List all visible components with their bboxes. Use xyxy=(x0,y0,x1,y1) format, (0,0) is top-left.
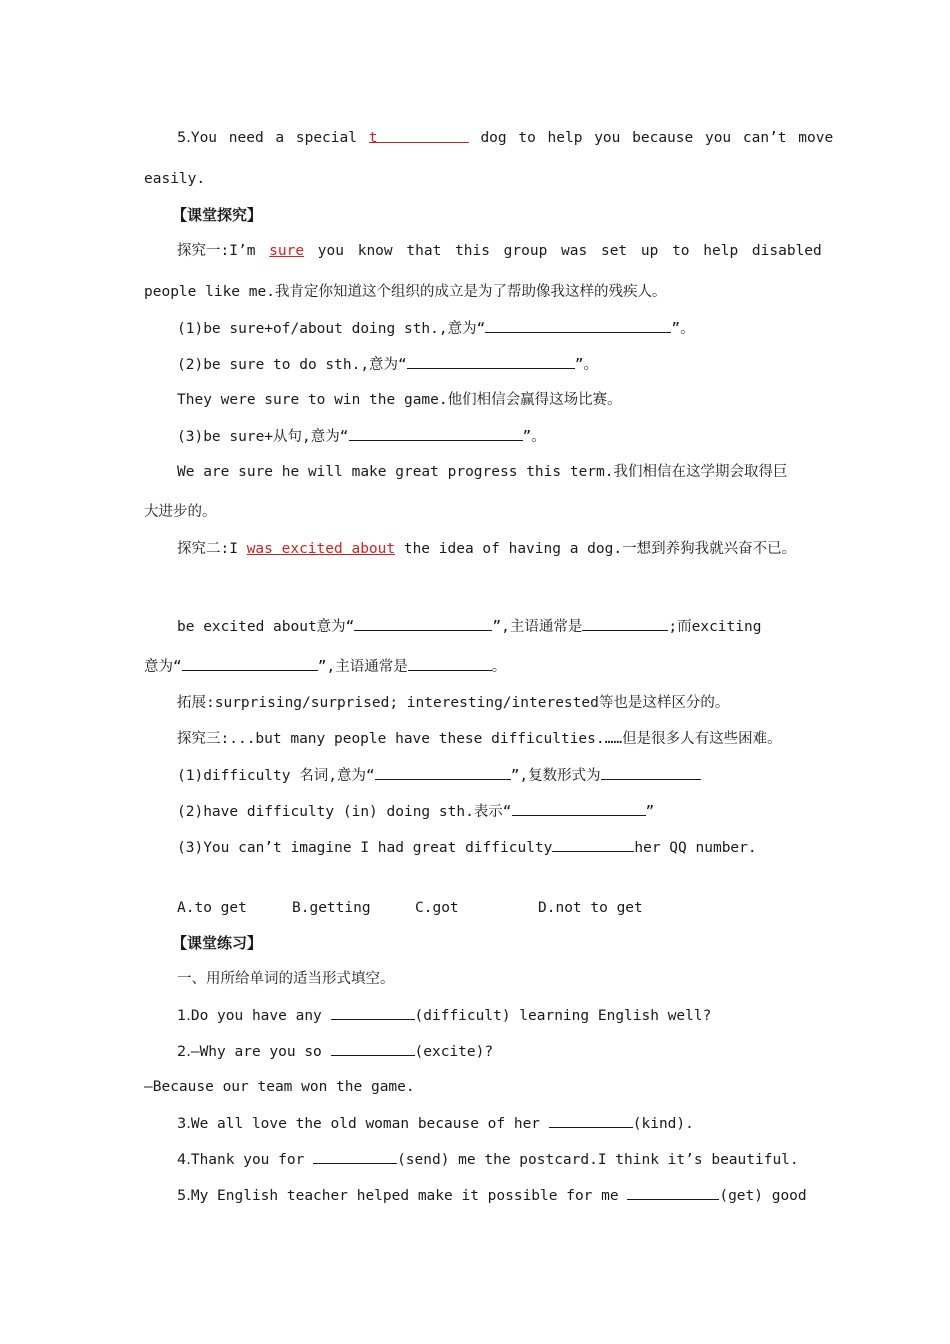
answer-blank[interactable] xyxy=(375,765,511,780)
point-text: (3)You can’t imagine I had great difficulty xyxy=(177,840,553,856)
answer-blank[interactable] xyxy=(331,1041,415,1056)
point-text: be excited about意为“ xyxy=(177,619,355,635)
point-text: ”,主语通常是 xyxy=(492,619,583,635)
answer-blank[interactable] xyxy=(349,426,523,441)
point-text: 。 xyxy=(491,659,507,675)
answer-blank[interactable] xyxy=(601,765,701,780)
question-number: 3. xyxy=(177,1116,191,1132)
section-heading-explore: 【课堂探究】 xyxy=(172,206,263,224)
practice-instruction: 一、用所给单词的适当形式填空。 xyxy=(177,971,395,987)
point-text: ”,复数形式为 xyxy=(510,768,601,784)
option-c[interactable]: C.got xyxy=(415,900,459,916)
answer-blank[interactable] xyxy=(331,1005,415,1020)
point-text: ”。 xyxy=(671,321,695,337)
point-text: ;而exciting xyxy=(668,619,762,635)
explore-3-point-1 xyxy=(177,765,701,786)
explore-3-point-3 xyxy=(177,837,757,858)
explore-3-point-2 xyxy=(177,801,654,822)
practice-question-1 xyxy=(177,1005,711,1026)
question-text: My English teacher helped make it possible for me xyxy=(190,1188,628,1204)
explore-1-translation: people like me.我肯定你知道这个组织的成立是为了帮助像我这样的残疾人。 xyxy=(144,284,667,300)
question-text: (kind). xyxy=(632,1116,694,1132)
question-number: 1. xyxy=(177,1008,191,1024)
question-text: Do you have any xyxy=(190,1008,331,1024)
question-number: 5. xyxy=(177,130,191,146)
answer-blank[interactable] xyxy=(354,616,492,631)
sentence-text: the idea of having a dog.一想到养狗我就兴奋不已。 xyxy=(395,541,797,557)
point-text: (2)have difficulty (in) doing sth.表示“ xyxy=(177,804,512,820)
answer-blank[interactable] xyxy=(552,837,634,852)
practice-question-4 xyxy=(177,1149,799,1170)
point-text: ” xyxy=(645,804,655,820)
question-text: (get) good xyxy=(719,1188,807,1204)
explore-3-sentence: 探究三:...but many people have these difficulties.……但是很多人有这些困难。 xyxy=(177,731,782,747)
sentence-text: you know that this group was set up to help disabled xyxy=(304,243,822,259)
point-text: (2)be sure to do sth.,意为“ xyxy=(177,357,407,373)
practice-question-2-answer: —Because our team won the game. xyxy=(144,1079,415,1095)
practice-question-5 xyxy=(177,1185,807,1206)
question-5-top xyxy=(177,128,833,148)
question-text: You need a special xyxy=(190,130,369,146)
explore-2-extension: 拓展:surprising/surprised; interesting/interested等也是这样区分的。 xyxy=(177,695,730,711)
question-text: —Why are you so xyxy=(190,1044,331,1060)
question-text: dog to help you because you can’t move xyxy=(468,130,834,146)
point-text: (1)difficulty 名词,意为“ xyxy=(177,768,375,784)
question-text: (send) me the postcard.I think it’s beautiful. xyxy=(397,1152,799,1168)
explore-label: 探究一:I’m xyxy=(177,243,270,259)
explore-2-line-1 xyxy=(177,616,761,637)
answer-blank[interactable] xyxy=(368,128,469,146)
point-text: (3)be sure+从句,意为“ xyxy=(177,429,349,445)
point-text: ”。 xyxy=(574,357,599,373)
answer-blank[interactable] xyxy=(485,318,671,333)
point-text: her QQ number. xyxy=(634,840,757,856)
question-number: 4. xyxy=(177,1152,191,1168)
answer-blank[interactable] xyxy=(549,1113,633,1128)
blank-hint: t xyxy=(368,130,378,146)
key-phrase: was excited about xyxy=(246,541,396,557)
explore-label: 探究二:I xyxy=(177,541,247,557)
explore-2-line-2 xyxy=(144,656,506,677)
point-text: ”,主语通常是 xyxy=(317,659,408,675)
question-text: Thank you for xyxy=(190,1152,314,1168)
point-text: 意为“ xyxy=(144,659,182,675)
point-text: ”。 xyxy=(522,429,546,445)
answer-blank[interactable] xyxy=(582,616,668,631)
answer-blank[interactable] xyxy=(182,656,318,671)
answer-blank[interactable] xyxy=(408,656,492,671)
point-text: (1)be sure+of/about doing sth.,意为“ xyxy=(177,321,486,337)
answer-blank[interactable] xyxy=(627,1185,719,1200)
explore-1-point-2 xyxy=(177,354,598,375)
question-text: We all love the old woman because of her xyxy=(190,1116,549,1132)
answer-blank[interactable] xyxy=(512,801,646,816)
explore-1-point-1 xyxy=(177,318,695,339)
practice-question-2 xyxy=(177,1041,493,1062)
section-heading-practice: 【课堂练习】 xyxy=(172,934,263,952)
question-5-continuation: easily. xyxy=(144,171,206,187)
explore-1-point-3 xyxy=(177,426,546,447)
explore-1-example-2: They were sure to win the game.他们相信会赢得这场比赛。 xyxy=(177,392,622,408)
option-d[interactable]: D.not to get xyxy=(538,900,643,916)
answer-blank[interactable] xyxy=(407,354,575,369)
question-text: (excite)? xyxy=(414,1044,494,1060)
explore-1-sentence xyxy=(177,241,822,261)
practice-question-3 xyxy=(177,1113,694,1134)
explore-1-example-3-continuation: 大进步的。 xyxy=(144,504,217,520)
option-b[interactable]: B.getting xyxy=(292,900,371,916)
key-phrase: sure xyxy=(269,243,305,259)
question-text: (difficult) learning English well? xyxy=(414,1008,712,1024)
explore-2-sentence xyxy=(177,539,796,559)
question-number: 5. xyxy=(177,1188,191,1204)
option-a[interactable]: A.to get xyxy=(177,900,247,916)
question-number: 2. xyxy=(177,1044,191,1060)
explore-1-example-3: We are sure he will make great progress this term.我们相信在这学期会取得巨 xyxy=(177,464,788,480)
answer-blank[interactable] xyxy=(313,1149,397,1164)
